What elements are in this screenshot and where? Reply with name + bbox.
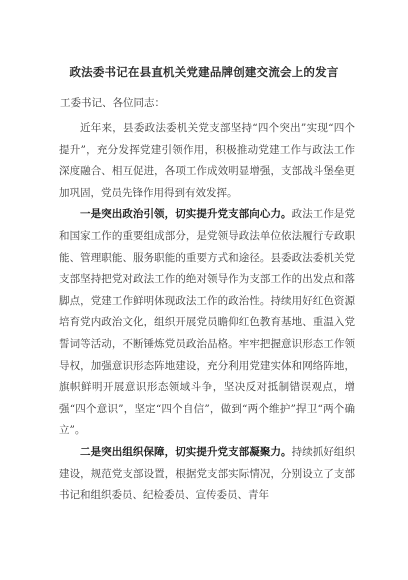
paragraph-political-leadership: [59, 204, 355, 442]
paragraph-intro: [59, 118, 355, 204]
paragraph-organization: [59, 442, 355, 507]
document-title: 政法委书记在县直机关党建品牌创建交流会上的发言: [69, 65, 339, 79]
paragraph-lead: 二是突出组织保障，切实提升党支部凝聚力。: [80, 445, 292, 458]
document-body: [59, 118, 355, 507]
paragraph-text: 近年来，县委政法委机关党支部坚持“四个突出”实现“四个提升”，充分发挥党建引领作用，积极推动党建工作与政法工作深度融合、相互促进，各项工作成效明显增强，支部战斗堡垒更加巩固，党员先锋作用得到有效发挥。: [59, 122, 355, 199]
salutation: 工委书记、各位同志：: [60, 97, 165, 109]
paragraph-text: 持续抓好组织建设，规范党支部设置，根据党支部实际情况，分别设立了支部书记和组织委员、纪检委员、宣传委员、青年: [59, 445, 356, 502]
paragraph-text: 政法工作是党和国家工作的重要组成部分，是党领导政法单位依法履行专政职能、管理职能、服务职能的重要方式和途径。县委政法委机关党支部坚持把党对政法工作的绝对领导作为支部工作的出发点和落脚点，党建工作鲜明体现政法工作的政治性。持续用好红色资源培育党内政治文化，组织开展党员瞻仰红色教育基地、重温入党誓词等活动，不断锤炼党员政治品格。牢牢把握意识形态工作领导权，加强意识形态阵地建设，充分利用党建实体和网络阵地，旗帜鲜明开展意识形态领域斗争，坚决反对抵制错误观点，增强“四个意识”，坚定“四个自信”，做到“两个维护”捍卫“两个确立”。: [59, 208, 356, 437]
paragraph-lead: 一是突出政治引领，切实提升党支部向心力。: [80, 208, 292, 221]
